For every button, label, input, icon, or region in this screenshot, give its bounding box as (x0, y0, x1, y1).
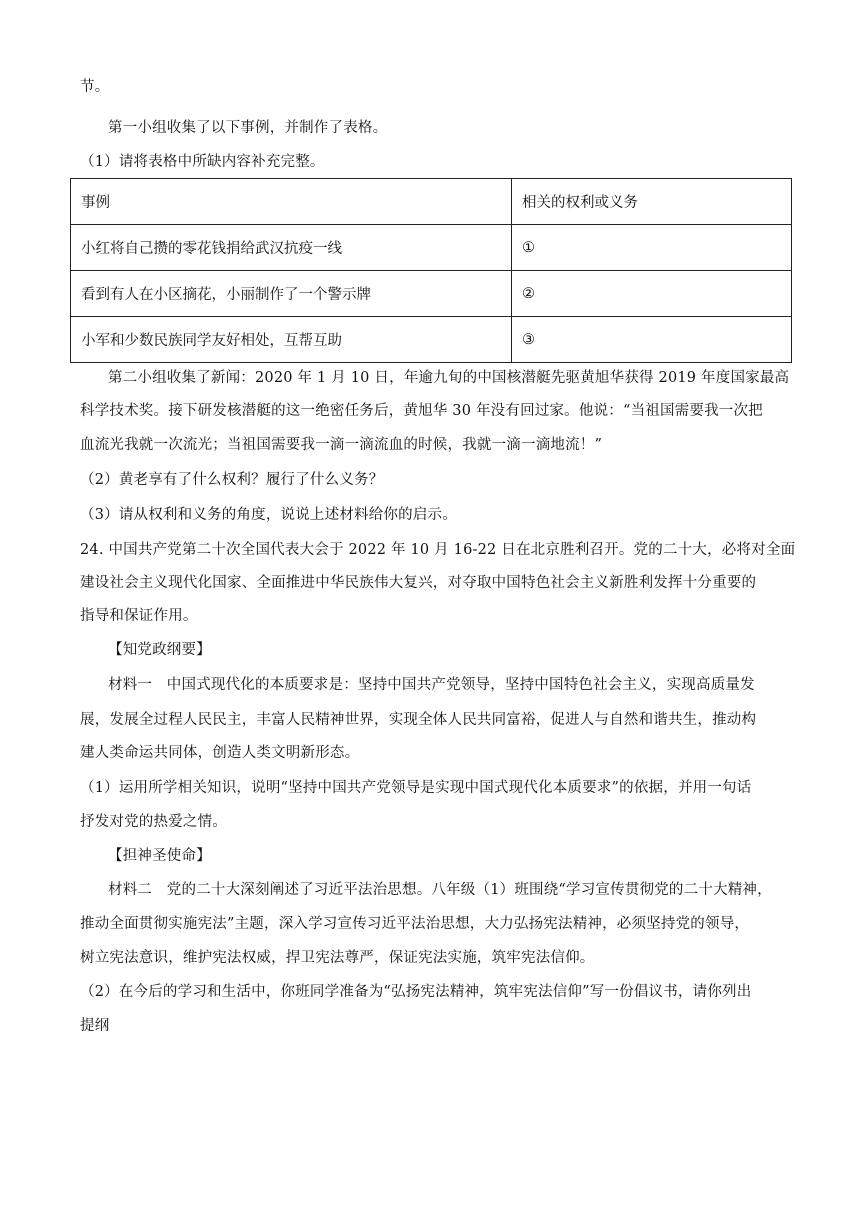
text-line: 节。 (80, 79, 110, 95)
question-prompt: （1）运用所学相关知识，说明“坚持中国共产党领导是实现中国式现代化本质要求”的依据，并用一句话 (80, 780, 752, 796)
text-line: 指导和保证作用。 (80, 608, 198, 624)
question-prompt: （1）请将表格中所缺内容补充完整。 (80, 154, 325, 170)
table-header-cell: 相关的权利或义务 (512, 179, 792, 225)
table-row (71, 317, 792, 363)
text-line: 科学技术奖。接下研发核潜艇的这一绝密任务后，黄旭华 30 年没有回过家。他说：“当祖国需要我一次把 (80, 403, 763, 419)
section-heading: 【知党政纲要】 (108, 642, 211, 658)
table-cell: ① (512, 225, 792, 271)
text-line: 第二小组收集了新闻：2020 年 1 月 10 日，年逾九旬的中国核潜艇先驱黄旭华获得 2019 年度国家最高 (108, 370, 790, 386)
table-row (71, 271, 792, 317)
text-line: 建设社会主义现代化国家、全面推进中华民族伟大复兴，对夺取中国特色社会主义新胜利发挥十分重要的 (80, 575, 757, 591)
text-line: 材料一 中国式现代化的本质要求是：坚持中国共产党领导，坚持中国特色社会主义，实现高质量发 (108, 677, 755, 693)
text-line: 树立宪法意识，维护宪法权威，捍卫宪法尊严，保证宪法实施，筑牢宪法信仰。 (80, 950, 595, 966)
text-line: 提纲 (80, 1018, 110, 1034)
table-header-row (71, 179, 792, 225)
text-line: 推动全面贯彻实施宪法”主题，深入学习宣传习近平法治思想，大力弘扬宪法精神，必须坚持党的领导， (80, 916, 750, 932)
text-line: 建人类命运共同体，创造人类文明新形态。 (80, 745, 360, 761)
question-prompt: （2）黄老享有了什么权利？履行了什么义务？ (80, 472, 384, 488)
table-row (71, 225, 792, 271)
text-line: 第一小组收集了以下事例，并制作了表格。 (108, 120, 388, 136)
text-line: 血流光我就一次流光；当祖国需要我一滴一滴流血的时候，我就一滴一滴地流！” (80, 437, 603, 453)
text-line: 材料二 党的二十大深刻阐述了习近平法治思想。八年级（1）班围绕“学习宣传贯彻党的二十大精神， (108, 882, 772, 898)
text-line: 抒发对党的热爱之情。 (80, 814, 227, 830)
question-prompt: （2）在今后的学习和生活中，你班同学准备为“弘扬宪法精神，筑牢宪法信仰”写一份倡议书，请你列出 (80, 984, 752, 1000)
table-cell: ② (512, 271, 792, 317)
table-cell: 小军和少数民族同学友好相处，互帮互助 (71, 317, 512, 363)
text-line: 展，发展全过程人民民主，丰富人民精神世界，实现全体人民共同富裕，促进人与自然和谐共生，推动构 (80, 712, 757, 728)
rights-duties-table (70, 178, 792, 363)
question-prompt: （3）请从权利和义务的角度，说说上述材料给你的启示。 (80, 507, 457, 523)
table-cell: ③ (512, 317, 792, 363)
table-header-cell: 事例 (71, 179, 512, 225)
table-cell: 看到有人在小区摘花，小丽制作了一个警示牌 (71, 271, 512, 317)
question-24-title: 24. 中国共产党第二十次全国代表大会于 2022 年 10 月 16-22 日在北京胜利召开。党的二十大，必将对全面 (80, 542, 796, 558)
section-heading: 【担神圣使命】 (108, 848, 211, 864)
table-cell: 小红将自己攒的零花钱捐给武汉抗疫一线 (71, 225, 512, 271)
